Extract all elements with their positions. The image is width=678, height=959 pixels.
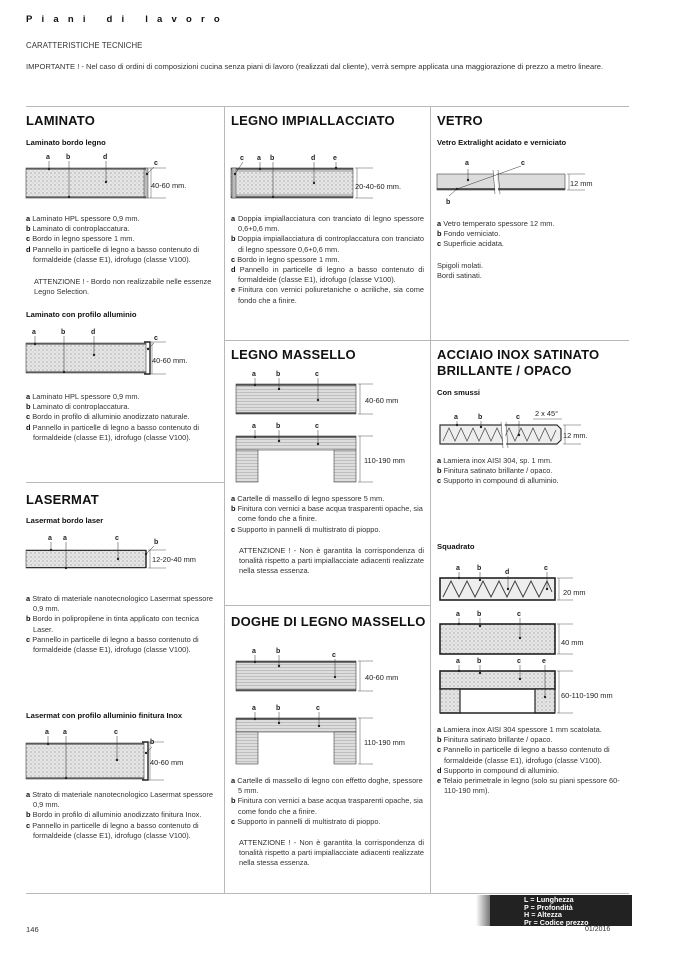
fig-label: a	[257, 155, 261, 162]
list-item: c Pannello in particelle di legno a basso contenuto di formaldeide (classe E1), idrofugo (classe V100).	[437, 745, 610, 765]
list-item: c Supporto in compound di alluminio.	[437, 476, 559, 486]
list-item: d Pannello in particelle di legno a basso contenuto di formaldeide (classe E1), idrofugo (classe V100).	[26, 244, 199, 264]
fig-label: b	[66, 154, 71, 161]
legend-fade	[476, 895, 490, 926]
warning-massello: ATTENZIONE ! - Non è garantita la corrispondenza di tonalità rispetto a parti impiallacciate adiacenti realizzate nella stessa essenza.	[239, 546, 424, 576]
fig-dimension: 40-60 mm.	[151, 181, 187, 190]
fig-label: b	[477, 565, 482, 572]
fig-label: b	[276, 423, 281, 430]
list-item: c Bordo in legno spessore 1 mm.	[231, 254, 340, 264]
list-item: c Supporto in pannelli di multistrato di pioppo.	[231, 816, 381, 826]
fig-label: a	[456, 658, 460, 665]
section-title-vetro: VETRO	[437, 113, 483, 128]
legend-line: P = Profondità	[524, 902, 573, 912]
fig-label: b	[276, 371, 281, 378]
fig-label: d	[505, 569, 510, 576]
fig-label: a	[465, 160, 469, 167]
fig-dimension: 40 mm	[561, 638, 584, 647]
section-title-massello: LEGNO MASSELLO	[231, 347, 356, 362]
list-laminato-bordo-legno	[26, 214, 221, 265]
fig-label: b	[150, 739, 155, 746]
fig-label: a	[252, 371, 256, 378]
fig-label: b	[477, 611, 482, 618]
fig-label: c	[315, 423, 319, 430]
list-item: b Laminato di controplaccatura.	[26, 402, 130, 412]
diagram-massello-40-60	[231, 370, 426, 420]
fig-dimension: 40-60 mm	[365, 396, 399, 405]
legend-line: H = Altezza	[524, 910, 562, 919]
section-title-inox-line2: BRILLANTE / OPACO	[437, 363, 572, 378]
fig-dimension: 20-40-60 mm.	[355, 182, 402, 191]
section-title-laminato: LAMINATO	[26, 113, 95, 128]
fig-label: c	[315, 371, 319, 378]
list-item: a Laminato HPL spessore 0,9 mm.	[26, 214, 140, 223]
diagram-inox-squadrato-40	[437, 608, 627, 658]
fig-label: a	[454, 414, 458, 421]
fig-label: a	[32, 329, 36, 336]
list-inox-smussi	[437, 456, 627, 487]
fig-dimension: 12 mm	[570, 179, 593, 188]
fig-label: c	[114, 729, 118, 736]
section-title-inox-line1: ACCIAIO INOX SATINATO	[437, 347, 600, 362]
fig-label: c	[240, 155, 244, 162]
fig-label: a	[48, 535, 52, 542]
divider-laminato-lasermat	[26, 482, 224, 483]
divider-impiallacciato-massello	[224, 340, 430, 341]
list-item: c Superficie acidata.	[437, 239, 504, 249]
bottom-divider	[26, 893, 629, 894]
fig-label: c	[521, 160, 525, 167]
page-title: Piani di lavoro	[26, 14, 229, 25]
fig-label: a	[63, 535, 67, 542]
legend-box	[490, 895, 632, 926]
diagram-laminato-profilo-alluminio	[26, 325, 221, 385]
section-title-doghe: DOGHE DI LEGNO MASSELLO	[231, 614, 426, 629]
fig-label: a	[63, 729, 67, 736]
divider-vetro-inox	[430, 340, 629, 341]
list-item: a Vetro temperato spessore 12 mm.	[437, 219, 555, 228]
top-divider	[26, 106, 629, 107]
list-laminato-profilo-alluminio	[26, 392, 221, 443]
section-title-lasermat: LASERMAT	[26, 492, 99, 507]
fig-label: e	[333, 155, 337, 162]
subtitle-lasermat-bordo-laser: Lasermat bordo laser	[26, 516, 104, 525]
diagram-vetro	[437, 152, 627, 212]
list-item: a Doppia impiallacciatura con tranciato di legno spessore 0,6+0,6 mm.	[231, 214, 424, 234]
list-lasermat-profilo-inox	[26, 790, 221, 841]
list-item: b Laminato di controplaccatura.	[26, 224, 130, 234]
fig-dimension: 110-190 mm	[364, 456, 405, 465]
list-item: a Cartelle di massello di legno spessore 5 mm.	[231, 494, 385, 503]
fig-label: a	[45, 729, 49, 736]
fig-label: c	[517, 611, 521, 618]
page-number: 146	[26, 925, 39, 934]
column-divider-2	[430, 106, 431, 893]
fig-label: b	[478, 414, 483, 421]
important-note: IMPORTANTE ! - Nel caso di ordini di composizioni cucina senza piani di lavoro (realizzati dal cliente), verrà sempre applicata una maggiorazione di prezzo a metro lineare.	[26, 62, 604, 71]
column-divider-1	[224, 106, 225, 893]
list-vetro	[437, 219, 627, 250]
list-item: c Pannello in particelle di legno a basso contenuto di formaldeide (classe E1), idrofugo (classe V100).	[26, 634, 199, 655]
fig-angle: 2 x 45°	[535, 409, 559, 418]
list-item: b Bordo in profilo di alluminio anodizzato finitura Inox.	[26, 810, 202, 820]
list-item: c Pannello in particelle di legno a basso contenuto di formaldeide (classe E1), idrofugo (classe V100).	[26, 820, 199, 840]
subtitle-laminato-profilo-alluminio: Laminato con profilo alluminio	[26, 310, 137, 319]
section-title-impiallacciato: LEGNO IMPIALLACCIATO	[231, 113, 395, 128]
list-item: a Laminato HPL spessore 0,9 mm.	[26, 392, 140, 401]
fig-label: c	[544, 565, 548, 572]
fig-label: a	[252, 423, 256, 430]
diagram-lasermat-profilo-inox	[26, 727, 221, 787]
divider-massello-doghe	[224, 605, 430, 606]
fig-dimension: 12-20-40 mm	[152, 555, 196, 564]
warning-laminato: ATTENZIONE ! - Bordo non realizzabile nelle essenze Legno Selection.	[34, 277, 212, 297]
list-item: e Finitura con vernici poliuretaniche o acriliche, sia come fondo che a finire.	[231, 285, 424, 305]
fig-dimension: 110-190 mm	[364, 738, 405, 747]
subtitle-lasermat-profilo-inox: Lasermat con profilo alluminio finitura Inox	[26, 711, 183, 720]
diagram-doghe-40-60	[231, 645, 426, 700]
fig-label: b	[61, 329, 66, 336]
fig-label: c	[516, 414, 520, 421]
list-item: b Finitura con vernici a base acqua trasparenti opache, sia come fondo che a finire.	[231, 504, 423, 524]
fig-label: d	[311, 155, 316, 162]
list-item: b Finitura con vernici a base acqua trasparenti opache, sia come fondo che a finire.	[231, 796, 423, 816]
diagram-lasermat-bordo-laser	[26, 532, 221, 582]
list-item: c Supporto in pannelli di multistrato di pioppo.	[231, 524, 381, 534]
list-item: a Cartelle di massello di legno con effetto doghe, spessore 5 mm.	[231, 776, 423, 796]
subtitle-inox-smussi: Con smussi	[437, 388, 481, 397]
fig-dimension: 40-60 mm	[365, 673, 399, 682]
list-item: d Pannello in particelle di legno a basso contenuto di formaldeide (classe E1), idrofugo (classe V100).	[26, 422, 199, 442]
fig-label: c	[115, 535, 119, 542]
fig-dimension: 40-60 mm.	[152, 356, 188, 365]
list-item: e Telaio perimetrale in legno (solo su piani spessore 60-110-190 mm).	[437, 776, 620, 796]
edition-date: 01/2016	[585, 926, 611, 933]
fig-label: c	[517, 658, 521, 665]
vetro-note-bordi: Bordi satinati.	[437, 271, 482, 280]
list-item: b Doppia impiallacciatura di controplaccatura con tranciato di legno spessore 0,6+0,6 mm.	[231, 234, 424, 254]
list-lasermat-bordo-laser	[26, 594, 221, 655]
list-item: b Bordo in polipropilene in tinta applicato con tecnica Laser.	[26, 614, 199, 634]
fig-label: b	[154, 539, 159, 546]
fig-label: c	[316, 705, 320, 712]
diagram-massello-110-190	[231, 420, 426, 490]
list-item: b Finitura satinato brillante / opaco.	[437, 466, 553, 476]
page-subtitle: CARATTERISTICHE TECNICHE	[26, 41, 143, 50]
diagram-inox-squadrato-20	[437, 564, 627, 606]
list-item: c Bordo in profilo di alluminio anodizzato naturale.	[26, 412, 190, 422]
list-item: b Finitura satinato brillante / opaco.	[437, 735, 553, 745]
vetro-note-spigoli: Spigoli molati.	[437, 261, 484, 270]
fig-label: a	[252, 648, 256, 655]
list-impiallacciato	[231, 214, 424, 306]
fig-label: a	[252, 705, 256, 712]
fig-dimension: 60-110-190 mm	[561, 691, 613, 700]
list-item: a Strato di materiale nanotecnologico Lasermat spessore 0,9 mm.	[26, 790, 213, 810]
fig-label: b	[477, 658, 482, 665]
diagram-impiallacciato	[231, 152, 426, 212]
list-item: d Supporto in compound di alluminio.	[437, 765, 560, 775]
warning-doghe: ATTENZIONE ! - Non è garantita la corrispondenza di tonalità rispetto a parti impiallacciate adiacenti realizzate nella stessa essenza.	[239, 838, 424, 868]
diagram-inox-squadrato-60-190	[437, 657, 627, 719]
list-doghe	[231, 776, 424, 827]
fig-label: d	[103, 154, 108, 161]
list-item: c Bordo in legno spessore 1 mm.	[26, 234, 135, 244]
fig-label: b	[270, 155, 275, 162]
fig-label: b	[276, 648, 281, 655]
fig-label: b	[446, 199, 451, 206]
subtitle-laminato-bordo-legno: Laminato bordo legno	[26, 138, 106, 147]
fig-label: c	[154, 160, 158, 167]
fig-label: a	[46, 154, 50, 161]
list-item: a Strato di materiale nanotecnologico Lasermat spessore 0,9 mm.	[26, 594, 213, 614]
fig-dimension: 12 mm.	[563, 431, 588, 440]
fig-label: b	[276, 705, 281, 712]
fig-label: a	[456, 611, 460, 618]
list-item: a Lamiera inox AISI 304 spessore 1 mm scatolata.	[437, 725, 602, 734]
diagram-laminato-bordo-legno	[26, 152, 221, 212]
fig-label: c	[332, 652, 336, 659]
fig-label: c	[154, 335, 158, 342]
fig-label: a	[456, 565, 460, 572]
diagram-inox-smussi	[437, 405, 627, 455]
list-item: b Fondo verniciato.	[437, 229, 501, 239]
diagram-doghe-110-190	[231, 700, 426, 772]
legend-line: Pr = Codice prezzo	[524, 917, 589, 927]
subtitle-vetro: Vetro Extralight acidato e verniciato	[437, 138, 567, 147]
fig-label: e	[542, 658, 546, 665]
list-item: d Pannello in particelle di legno a basso contenuto di formaldeide (classe E1), idrofugo (classe V100).	[231, 265, 424, 285]
fig-dimension: 20 mm	[563, 588, 586, 597]
list-massello	[231, 494, 424, 535]
fig-dimension: 40-60 mm	[150, 758, 184, 767]
fig-label: d	[91, 329, 96, 336]
list-item: a Lamiera inox AISI 304, sp. 1 mm.	[437, 456, 553, 465]
list-inox-squadrato	[437, 725, 627, 796]
subtitle-inox-squadrato: Squadrato	[437, 542, 475, 551]
legend-line: L = Lunghezza	[524, 895, 574, 904]
